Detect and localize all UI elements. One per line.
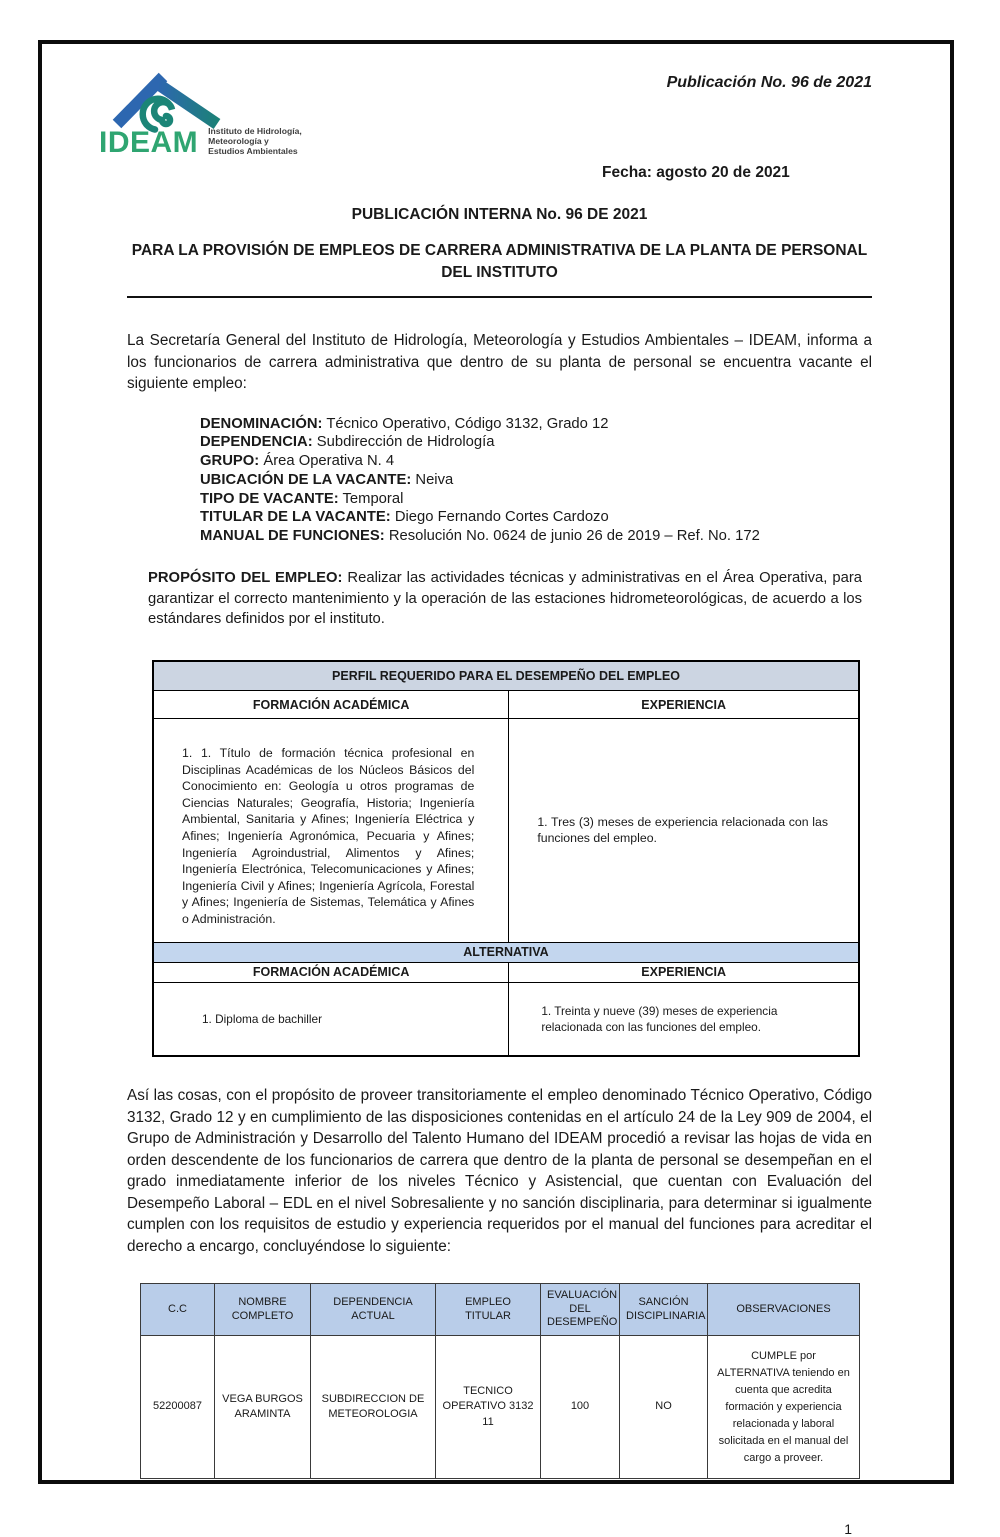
results-cell-nombre: VEGA BURGOS ARAMINTA: [215, 1336, 311, 1479]
results-header-evaluacion: EVALUACIÓN DEL DESEMPEÑO: [541, 1284, 620, 1336]
alternativa-title-cell: ALTERNATIVA: [153, 942, 859, 962]
vacancy-item-dependencia: DEPENDENCIA: Subdirección de Hidrología: [200, 434, 495, 451]
vacancy-details-list: [200, 415, 872, 547]
alt-formacion-header-cell: FORMACIÓN ACADÉMICA: [153, 962, 509, 982]
vacancy-item-titular: TITULAR DE LA VACANTE: Diego Fernando Cortes Cardozo: [200, 509, 609, 526]
publication-ref: Publicación No. 96 de 2021: [666, 74, 872, 91]
ideam-acronym: IDEAM: [99, 126, 199, 159]
proposito-paragraph: PROPÓSITO DEL EMPLEO: Realizar las actividades técnicas y administrativas en el Área Operativa, para garantizar el correcto mantenimiento y la operación de las estaciones hidrometeorológicas, de acuerdo a los estándares definidos por el instituto.: [148, 570, 862, 628]
experiencia-header-cell: EXPERIENCIA: [509, 691, 859, 719]
ideam-logo: [99, 60, 379, 158]
vacancy-item-manual: MANUAL DE FUNCIONES: Resolución No. 0624 de junio 26 de 2019 – Ref. No. 172: [200, 528, 760, 545]
results-header-observaciones: OBSERVACIONES: [708, 1284, 860, 1336]
vacancy-item-tipo: TIPO DE VACANTE: Temporal: [200, 490, 404, 507]
results-header-empleo: EMPLEO TITULAR: [436, 1284, 541, 1336]
formacion-header-cell: FORMACIÓN ACADÉMICA: [153, 691, 509, 719]
vacancy-item-ubicacion: UBICACIÓN DE LA VACANTE: Neiva: [200, 471, 454, 488]
results-data-row: [141, 1336, 860, 1479]
alt-experiencia-header-cell: EXPERIENCIA: [509, 962, 859, 982]
intro-paragraph: La Secretaría General del Instituto de Hidrología, Meteorología y Estudios Ambientales – IDEAM, informa a los funcionarios de carrera administrativa que dentro de su planta de personal se encuentra vacante el siguiente empleo:: [127, 332, 872, 392]
vacancy-item-grupo: GRUPO: Área Operativa N. 4: [200, 453, 395, 470]
results-cell-evaluacion: 100: [541, 1336, 620, 1479]
results-header-dependencia: DEPENDENCIA ACTUAL: [311, 1284, 436, 1336]
document-header: [99, 60, 872, 159]
document-frame: [38, 40, 954, 1537]
results-cell-empleo: TECNICO OPERATIVO 3132 11: [436, 1336, 541, 1479]
alt-formacion-cell: 1. Diploma de bachiller: [153, 982, 509, 1056]
title-rule: [127, 240, 872, 298]
results-cell-cc: 52200087: [141, 1336, 215, 1479]
results-header-sancion: SANCIÓN DISCIPLINARIA: [620, 1284, 708, 1336]
page-number: 1: [844, 1521, 852, 1537]
alt-experiencia-cell: 1. Treinta y nueve (39) meses de experiencia relacionada con las funciones del empleo.: [509, 982, 859, 1056]
perfil-table: [152, 660, 860, 1058]
results-cell-sancion: NO: [620, 1336, 708, 1479]
provision-title: PARA LA PROVISIÓN DE EMPLEOS DE CARRERA ADMINISTRATIVA DE LA PLANTA DE PERSONAL DEL INSTITUTO: [131, 242, 868, 281]
analysis-paragraph: Así las cosas, con el propósito de proveer transitoriamente el empleo denominado Técnico Operativo, Código 3132, Grado 12 y en cumplimiento de las disposiciones contenidas en el artículo 24 de la Ley 909 de 2004, el Grupo de Administración y Desarrollo del Talento Humano del IDEAM procedió a revisar las hojas de vida en orden descendente de los funcionarios de carrera que dentro de la planta de personal se desempeñan en el grado inmediatamente inferior de los niveles Técnico y Asistencial, que cuentan con Evaluación del Desempeño Laboral – EDL en el nivel Sobresaliente y no sanción disciplinaria, para determinar si igualmente cumplen con los requisitos de estudio y experiencia requeridos por el manual del funciones para acreditar el derecho a encargo, concluyéndose lo siguiente:: [127, 1087, 872, 1255]
institute-name: Instituto de Hidrología, Meteorología y Estudios Ambientales: [208, 126, 302, 156]
internal-publication-title: PUBLICACIÓN INTERNA No. 96 DE 2021: [351, 206, 648, 223]
results-header-nombre: NOMBRE COMPLETO: [215, 1284, 311, 1336]
vacancy-item-denominacion: DENOMINACIÓN: Técnico Operativo, Código 3132, Grado 12: [200, 415, 609, 432]
results-cell-observaciones: CUMPLE por ALTERNATIVA teniendo en cuenta que acredita formación y experiencia relacionada y laboral solicitada en el manual del cargo a proveer.: [708, 1336, 860, 1479]
perfil-title-cell: PERFIL REQUERIDO PARA EL DESEMPEÑO DEL EMPLEO: [153, 661, 859, 691]
date-line: Fecha: agosto 20 de 2021: [602, 164, 790, 181]
results-header-row: [141, 1284, 860, 1336]
results-table: [140, 1283, 860, 1479]
results-cell-dependencia: SUBDIRECCION DE METEOROLOGIA: [311, 1336, 436, 1479]
formacion-cell: 1. 1. Título de formación técnica profesional en Disciplinas Académicas de los Núcleos Básicos del Conocimiento en: Geología u otros programas de Ciencias Naturales; Geografía, Historia; Ingeniería Ambiental, Sanitaria y Afines; Ingeniería Eléctrica y Afines; Ingeniería Agronómica, Pecuaria y Afines; Ingeniería Agroindustrial, Alimentos y Afines; Ingeniería Electrónica, Telecomunicaciones y Afines; Ingeniería Civil y Afines; Ingeniería Agrícola, Forestal y Afines; Ingeniería de Sistemas, Telemática y Afines o Administración.: [153, 719, 509, 943]
experiencia-cell: 1. Tres (3) meses de experiencia relacionada con las funciones del empleo.: [509, 719, 859, 943]
results-header-cc: C.C: [141, 1284, 215, 1336]
